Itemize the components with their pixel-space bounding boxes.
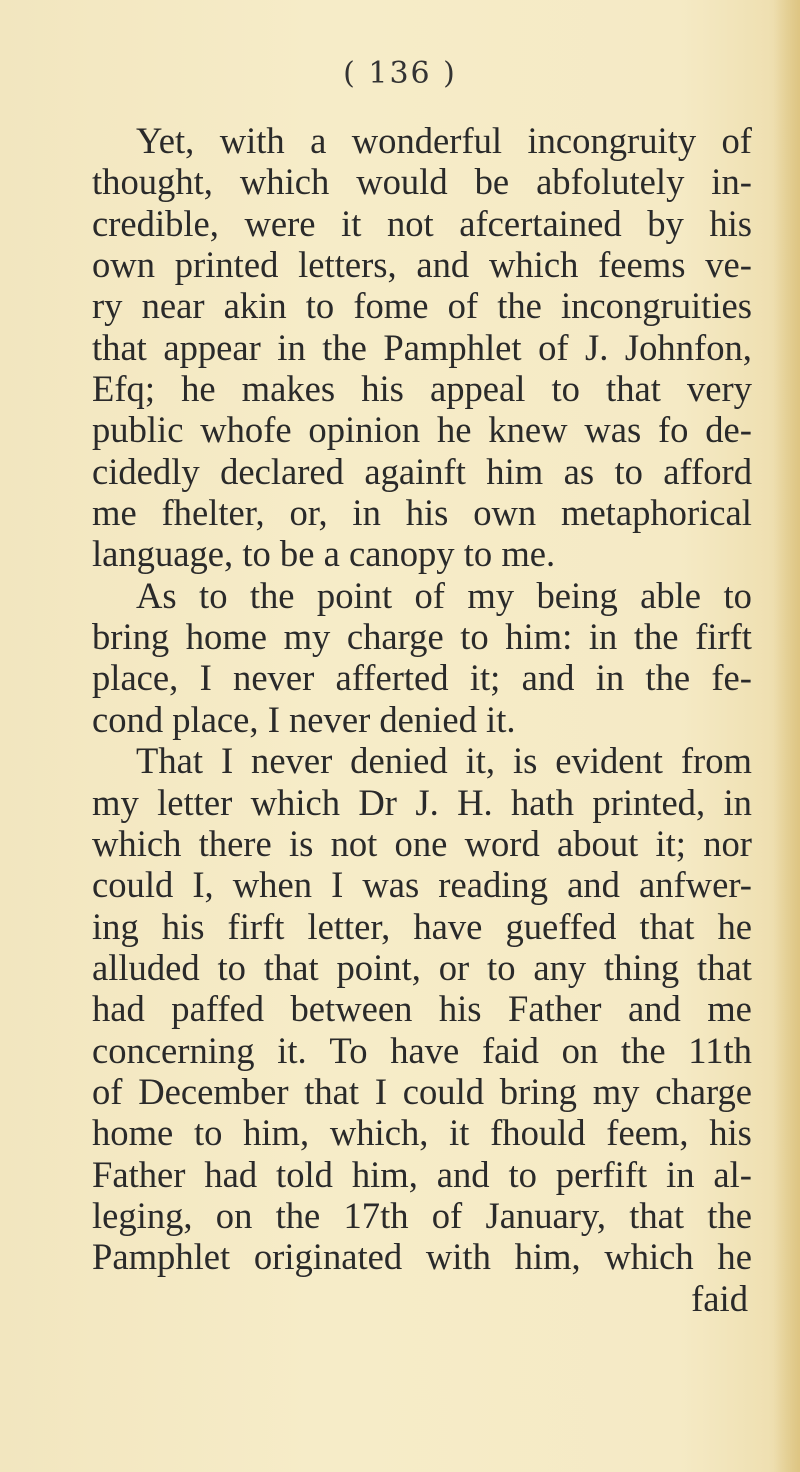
text-line: ing his firft letter, have gueffed that he bbox=[92, 905, 752, 947]
text-line: me fhelter, or, in his own metaphorical bbox=[92, 492, 752, 534]
text-line: concerning it. To have faid on the 11th bbox=[92, 1029, 752, 1071]
catchword: faid bbox=[691, 1277, 748, 1319]
text-line: public whofe opinion he knew was fo de- bbox=[92, 409, 752, 451]
page-number: ( 136 ) bbox=[343, 56, 457, 91]
page-edge-shading bbox=[774, 0, 800, 1472]
text-line: that appear in the Pamphlet of J. Johnfon, bbox=[92, 326, 752, 368]
text-line: own printed letters, and which feems ve- bbox=[92, 244, 752, 286]
body-text bbox=[92, 120, 752, 1319]
text-line: credible, were it not afcertained by his bbox=[92, 202, 752, 244]
text-line: That I never denied it, is evident from bbox=[136, 740, 752, 782]
text-line: place, I never afferted it; and in the fe- bbox=[92, 657, 752, 699]
text-line: language, to be a canopy to me. bbox=[92, 533, 556, 575]
text-line: cidedly declared againft him as to afford bbox=[92, 450, 752, 492]
text-line: of December that I could bring my charge bbox=[92, 1070, 752, 1112]
text-line: bring home my charge to him: in the firft bbox=[92, 616, 752, 658]
text-line: could I, when I was reading and anfwer- bbox=[92, 864, 752, 906]
text-line: As to the point of my being able to bbox=[136, 574, 752, 616]
text-line: alluded to that point, or to any thing that bbox=[92, 946, 752, 988]
text-line: my letter which Dr J. H. hath printed, in bbox=[92, 781, 752, 823]
text-line: Father had told him, and to perfift in al- bbox=[92, 1153, 752, 1195]
text-line: Efq; he makes his appeal to that very bbox=[92, 368, 752, 410]
text-line: thought, which would be abfolutely in- bbox=[92, 161, 752, 203]
text-line: cond place, I never denied it. bbox=[92, 698, 516, 740]
text-line: leging, on the 17th of January, that the bbox=[92, 1194, 752, 1236]
text-line: Yet, with a wonderful incongruity of bbox=[136, 120, 752, 161]
text-line: had paffed between his Father and me bbox=[92, 988, 752, 1030]
text-line: Pamphlet originated with him, which he bbox=[92, 1236, 752, 1278]
text-line: ry near akin to fome of the incongruities bbox=[92, 285, 752, 327]
text-line: which there is not one word about it; nor bbox=[92, 822, 752, 864]
text-line: home to him, which, it fhould feem, his bbox=[92, 1112, 752, 1154]
